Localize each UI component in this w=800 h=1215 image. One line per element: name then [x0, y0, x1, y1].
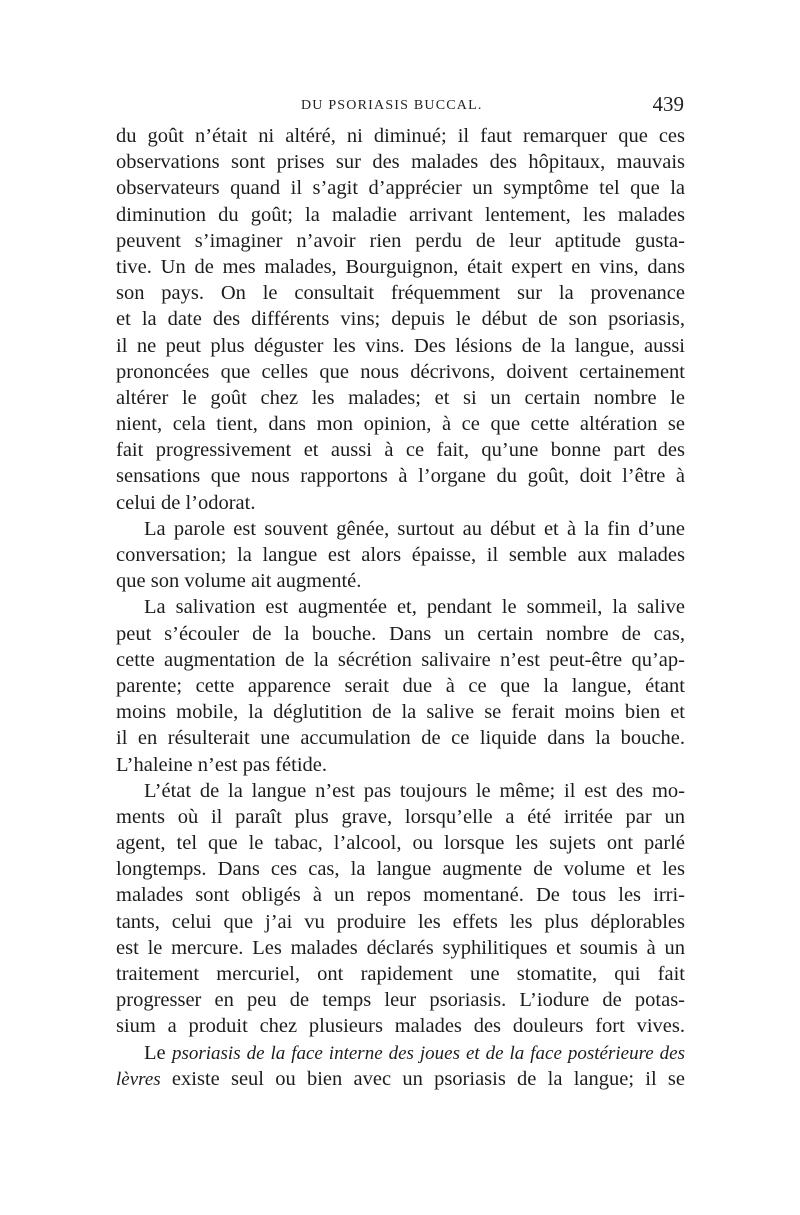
body-text — [116, 123, 685, 1092]
text-line: est le mercure. Les malades déclarés syphilitiques et soumis à un — [116, 936, 685, 959]
text-line: conversation; la langue est alors épaisse, il semble aux malades — [116, 544, 685, 566]
text-line: celui de l’odorat. — [116, 491, 256, 514]
text-line: tants, celui que j’ai vu produire les effets les plus déplorables — [116, 910, 685, 933]
italic-text: lèvres — [116, 1068, 161, 1090]
text-line: son pays. On le consultait fréquemment sur la provenance — [116, 282, 685, 305]
text-line: moins mobile, la déglutition de la salive se ferait moins bien et — [116, 701, 685, 724]
italic-text: psoriasis de la face interne des joues et de la face postérieure des — [171, 1042, 685, 1064]
text-line: du goût n’était ni altéré, ni diminué; il faut remarquer que ces — [116, 125, 685, 147]
text-line: observations sont prises sur des malades des hôpitaux, mauvais — [116, 151, 685, 174]
text-line: ments où il paraît plus grave, lorsqu’elle a été irritée par un — [116, 805, 685, 828]
text-line: L’haleine n’est pas fétide. — [116, 753, 327, 776]
text-line: malades sont obligés à un repos momentané. De tous les irri- — [116, 884, 685, 907]
text-line: peut s’écouler de la bouche. Dans un certain nombre de cas, — [116, 622, 685, 645]
text-line: tive. Un de mes malades, Bourguignon, était expert en vins, dans — [116, 255, 685, 278]
text-line: prononcées que celles que nous décrivons, doivent certainement — [116, 360, 685, 383]
text-line: progresser en peu de temps leur psoriasis. L’iodure de potas- — [116, 989, 685, 1012]
text-line-last-paragraph-2 — [116, 1066, 685, 1092]
text-line: La parole est souvent gênée, surtout au début et à la fin d’une — [144, 517, 685, 540]
page-number: 439 — [652, 92, 684, 116]
text-fragment: Le — [144, 1041, 172, 1064]
text-line: traitement mercuriel, ont rapidement une stomatite, qui fait — [116, 963, 685, 985]
text-line: parente; cette apparence serait due à ce que la langue, étant — [116, 674, 685, 697]
text-fragment: existe seul ou bien avec un psoriasis de la langue; il se — [160, 1067, 685, 1090]
text-line-last-paragraph-1 — [116, 1040, 685, 1066]
text-line: La salivation est augmentée et, pendant le sommeil, la salive — [144, 596, 685, 619]
text-line: agent, tel que le tabac, l’alcool, ou lorsque les sujets ont parlé — [116, 832, 685, 855]
text-line: peuvent s’imaginer n’avoir rien perdu de leur aptitude gusta- — [116, 229, 685, 252]
text-line: nient, cela tient, dans mon opinion, à ce que cette altération se — [116, 413, 685, 436]
text-line: sium a produit chez plusieurs malades des douleurs fort vives. — [116, 1015, 685, 1038]
text-line: observateurs quand il s’agit d’apprécier un symptôme tel que la — [116, 177, 685, 200]
text-line: fait progressivement et aussi à ce fait, qu’une bonne part des — [116, 439, 685, 462]
text-line: L’état de la langue n’est pas toujours le même; il est des mo- — [144, 779, 685, 802]
text-line: diminution du goût; la maladie arrivant lentement, les malades — [116, 203, 685, 226]
text-line: sensations que nous rapportons à l’organe du goût, doit l’être à — [116, 465, 685, 488]
text-line: que son volume ait augmenté. — [116, 570, 362, 593]
text-line: altérer le goût chez les malades; et si un certain nombre le — [116, 386, 685, 409]
page-header — [115, 94, 684, 122]
text-line: et la date des différents vins; depuis le début de son psoriasis, — [116, 308, 685, 331]
text-line: il ne peut plus déguster les vins. Des lésions de la langue, aussi — [116, 334, 685, 357]
running-title: DU PSORIASIS BUCCAL. — [301, 98, 483, 113]
text-line: il en résulterait une accumulation de ce liquide dans la bouche. — [116, 727, 685, 750]
text-line: longtemps. Dans ces cas, la langue augmente de volume et les — [116, 858, 685, 881]
text-line: cette augmentation de la sécrétion salivaire n’est peut-être qu’ap- — [116, 648, 685, 671]
